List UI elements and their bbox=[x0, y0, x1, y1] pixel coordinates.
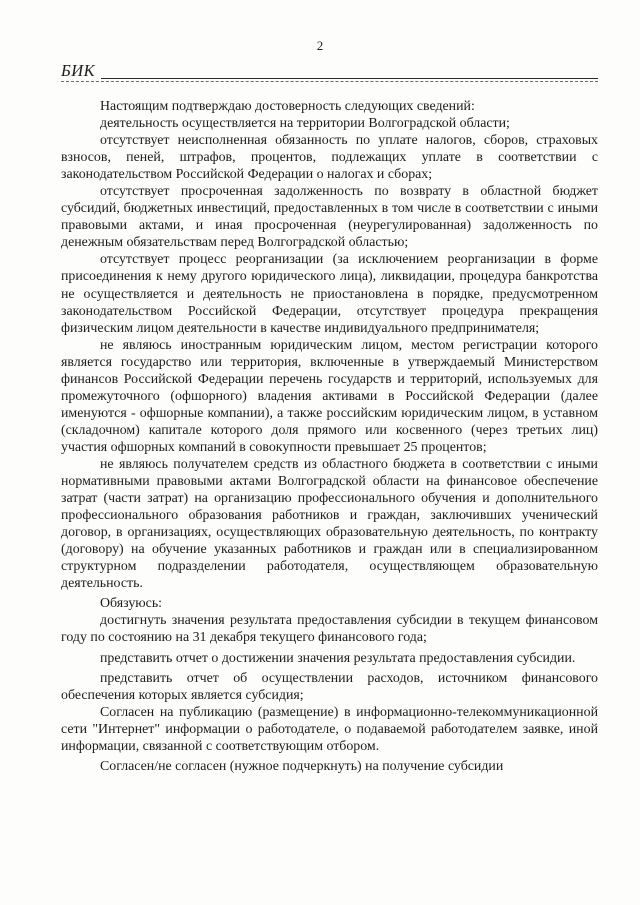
paragraph-publication-consent: Согласен на публикацию (размещение) в информационно-телекоммуникационной сети "Интернет" информации о работодателе, о подаваемой работодателем заявке, иной информации, связанной с соответствующим отбором. bbox=[61, 704, 598, 754]
bik-field bbox=[61, 61, 598, 81]
paragraph-no-tax-debt: отсутствует неисполненная обязанность по уплате налогов, сборов, страховых взносов, пеней, штрафов, процентов, подлежащих уплате в соответствии с законодательством Российской Федерации о налогах и сборах; bbox=[61, 133, 598, 183]
paragraph-intro: Настоящим подтверждаю достоверность следующих сведений: bbox=[100, 99, 475, 114]
bik-underline-dashed bbox=[61, 81, 598, 82]
paragraph-obligations-heading: Обязуюсь: bbox=[100, 596, 163, 612]
paragraph-achieve-result: достигнуть значения результата предоставления субсидии в текущем финансовом году по состоянию на 31 декабря текущего финансового года; bbox=[61, 613, 598, 646]
paragraph-no-overdue-debt: отсутствует просроченная задолженность по возврату в областной бюджет субсидий, бюджетных инвестиций, предоставленных в том числе в соответствии с иными правовыми актами, и иная просроченная (неурегулированная) задолженность по денежным обязательствам перед Волгоградской областью; bbox=[61, 184, 598, 251]
bik-underline bbox=[101, 78, 598, 79]
paragraph-not-foreign-entity: не являюсь иностранным юридическим лицом, местом регистрации которого является государство или территория, включенные в утверждаемый Министерством финансов Российской Федерации перечень государств и территорий, используемых для промежуточного (офшорного) владения активами в Российской Федерации (далее именуются - офшорные компании), а также российским юридическим лицом, в уставном (складочном) капитале которого доля прямого или косвенного (через третьих лиц) участия офшорных компаний в совокупности превышает 25 процентов; bbox=[61, 337, 598, 455]
bik-label: БИК bbox=[61, 61, 96, 80]
document-body bbox=[61, 98, 598, 775]
paragraph-report-expenses: представить отчет об осуществлении расходов, источником финансового обеспечения которых является субсидия; bbox=[61, 670, 598, 703]
paragraph-report-result: представить отчет о достижении значения результата предоставления субсидии. bbox=[100, 650, 576, 666]
paragraph-no-reorganization: отсутствует процесс реорганизации (за исключением реорганизации в форме присоединения к нему другого юридического лица), ликвидации, процедура банкротства не осуществляется и деятельность не приостановлена в порядке, предусмотренном законодательством Российской Федерации, отсутствует процедура прекращения физическим лицом деятельности в качестве индивидуального предпринимателя; bbox=[61, 252, 598, 336]
paragraph-not-budget-recipient: не являюсь получателем средств из областного бюджета в соответствии с иными нормативными правовыми актами Волгоградской области на финансовое обеспечение затрат (части затрат) на организацию профессионального обучения и дополнительного профессионального образования работников и граждан, заключивших ученический договор, в организациях, осуществляющих образовательную деятельность, по контракту (договору) на обучение указанных работников и граждан или в специализированном структурном подразделении работодателя, осуществляющем образовательную деятельность. bbox=[61, 456, 598, 592]
paragraph-territory: деятельность осуществляется на территории Волгоградской области; bbox=[100, 116, 510, 132]
paragraph-subsidy-consent: Согласен/не согласен (нужное подчеркнуть) на получение субсидии bbox=[100, 758, 504, 774]
page-number: 2 bbox=[316, 38, 324, 53]
